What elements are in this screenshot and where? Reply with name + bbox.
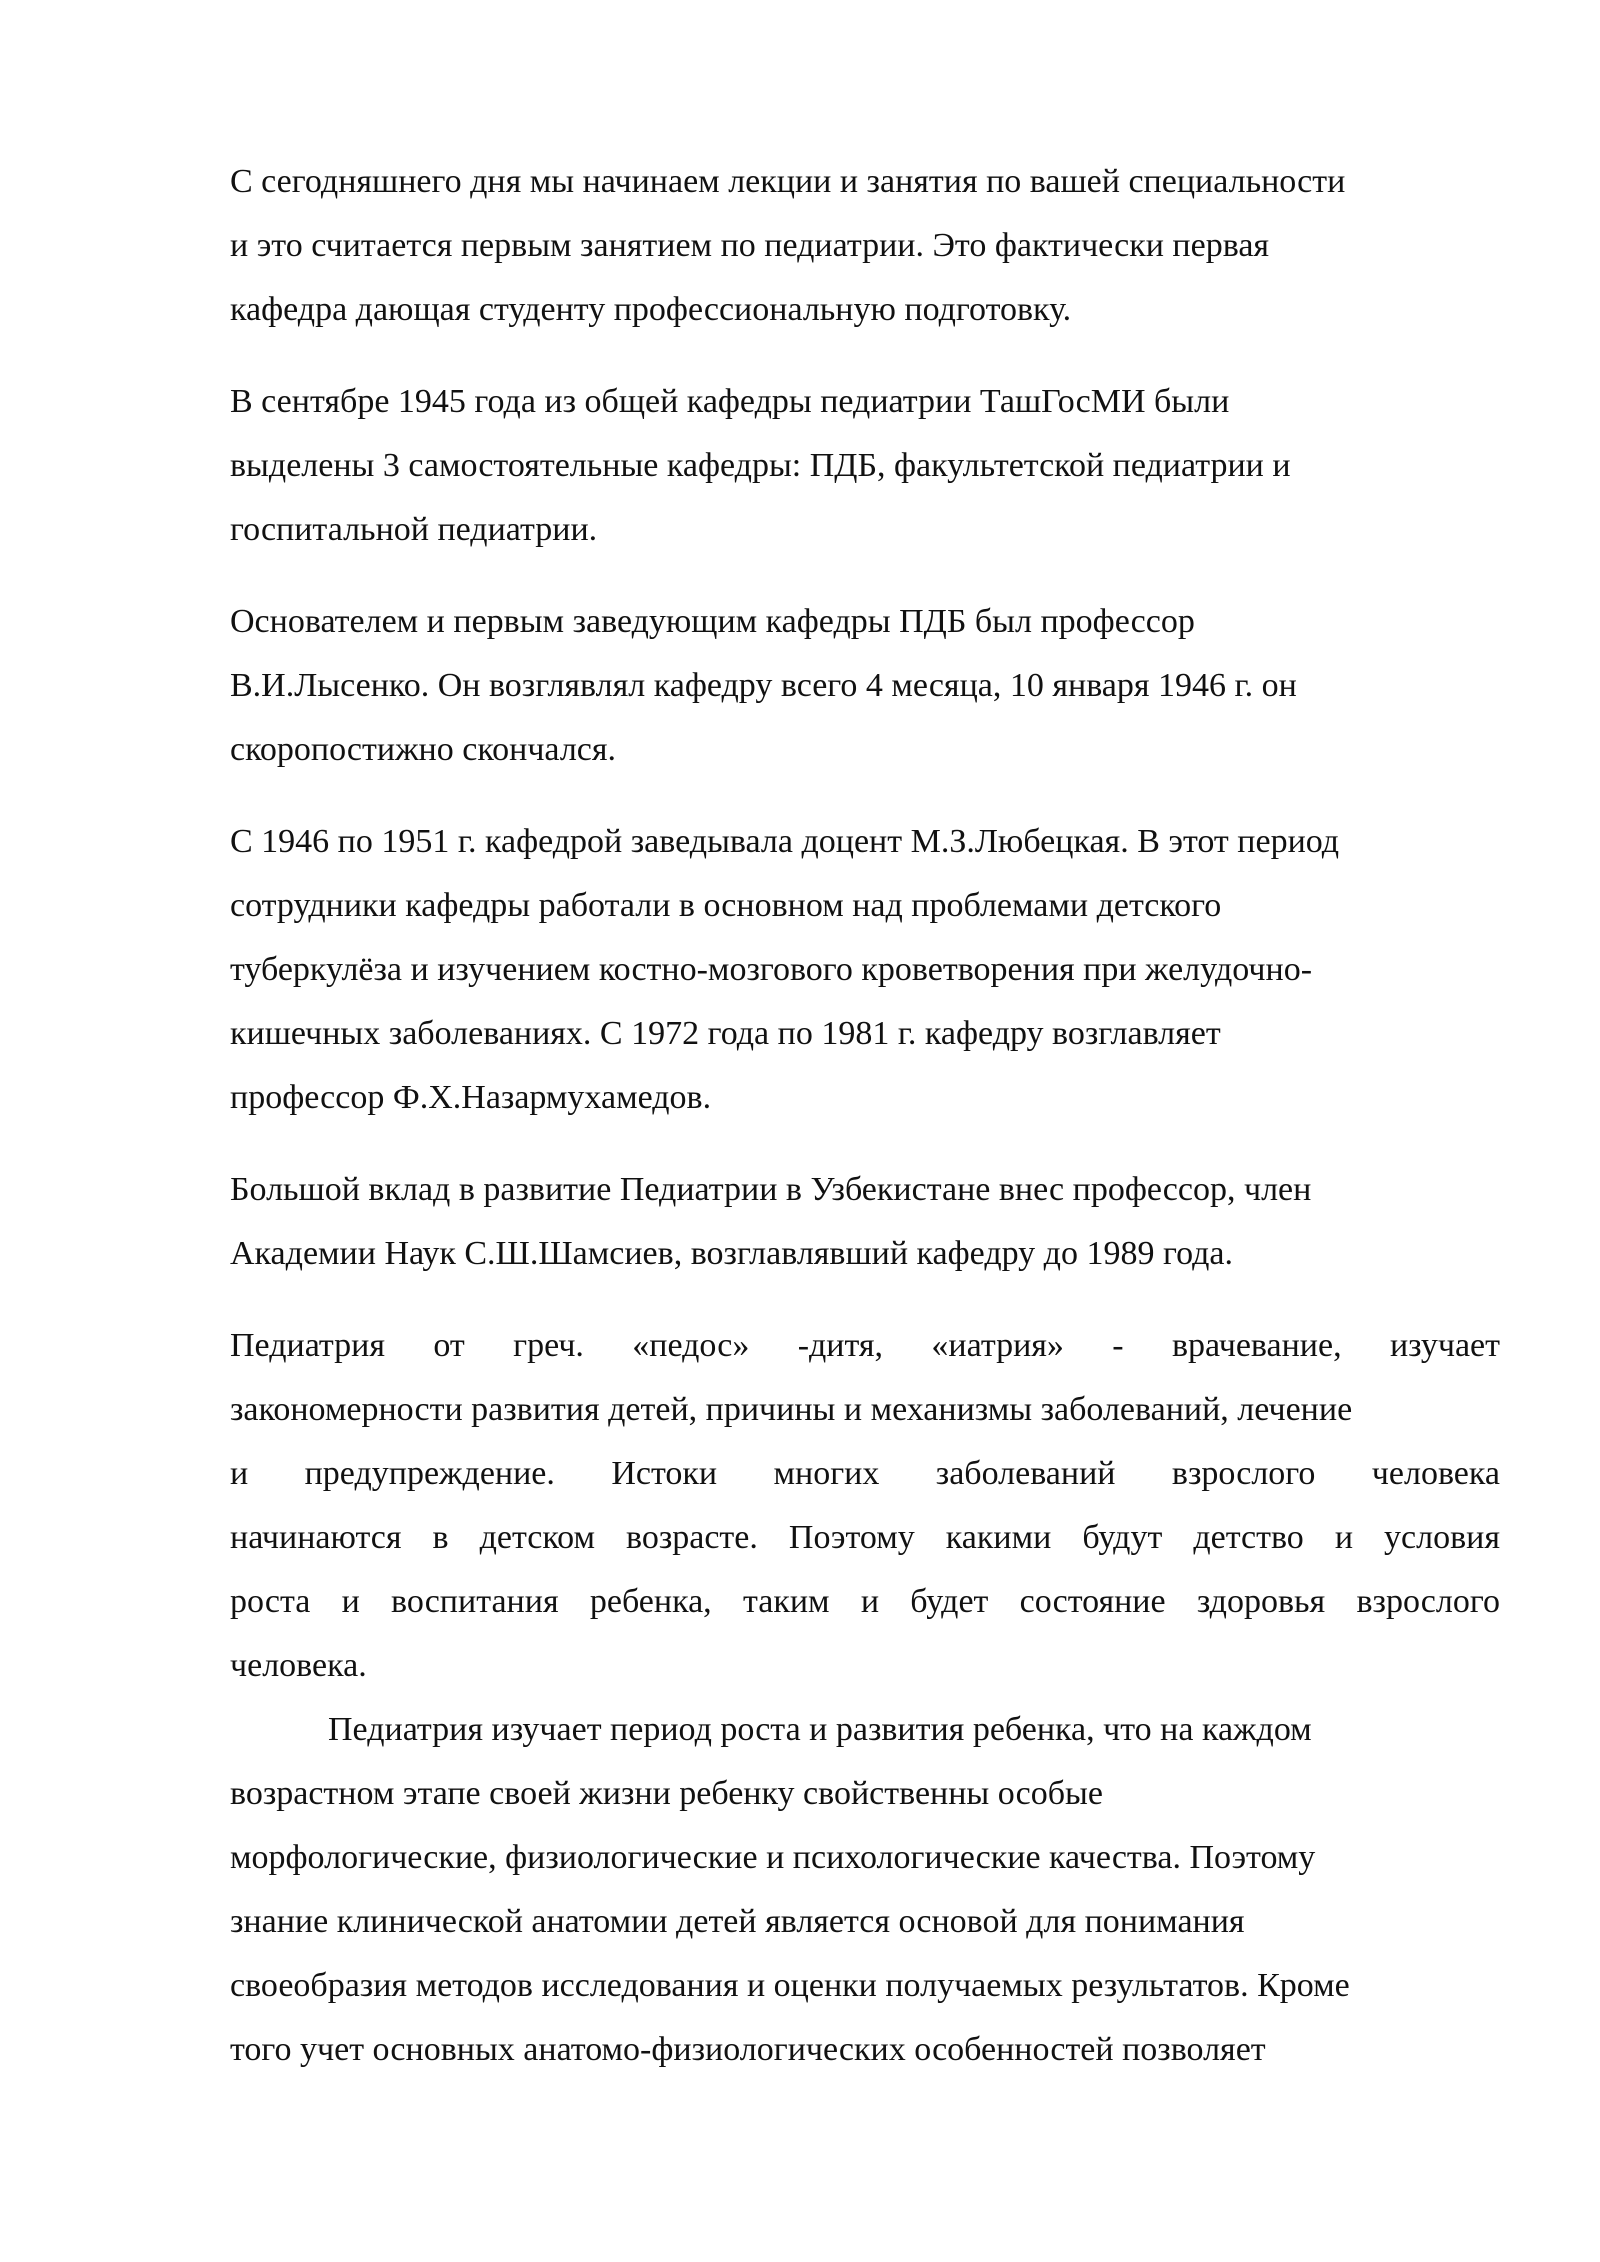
word: воспитания bbox=[391, 1583, 559, 1620]
word: ребенка, bbox=[589, 1583, 712, 1620]
paragraph-7 bbox=[230, 1698, 1500, 2082]
word: какими bbox=[945, 1519, 1052, 1556]
word: и bbox=[341, 1583, 360, 1620]
word: и bbox=[1334, 1519, 1354, 1556]
paragraph-1 bbox=[230, 150, 1500, 342]
word: человека bbox=[1371, 1455, 1500, 1492]
document-page bbox=[230, 150, 1500, 2082]
word: начинаются bbox=[230, 1519, 402, 1556]
text-line: того учет основных анатомо-физиологических особенностей позволяет bbox=[230, 2031, 1266, 2068]
word: состояние bbox=[1019, 1583, 1166, 1620]
text-line: кафедра дающая студенту профессиональную подготовку. bbox=[230, 291, 1072, 328]
word: детство bbox=[1193, 1519, 1304, 1556]
word: и bbox=[860, 1583, 880, 1620]
justified-line bbox=[230, 1570, 1500, 1634]
paragraph-3 bbox=[230, 590, 1500, 782]
text-line: туберкулёза и изучением костно-мозгового кроветворения при желудочно- bbox=[230, 951, 1313, 988]
word: «педос» bbox=[632, 1327, 750, 1364]
text-line: своеобразия методов исследования и оценки получаемых результатов. Кроме bbox=[230, 1967, 1350, 2004]
word: от bbox=[433, 1327, 465, 1364]
word: здоровья bbox=[1196, 1583, 1326, 1620]
word: взрослого bbox=[1171, 1455, 1316, 1492]
text-line: Педиатрия изучает период роста и развития ребенка, что на каждом bbox=[328, 1711, 1312, 1748]
text-line: В.И.Лысенко. Он возглявлял кафедру всего 4 месяца, 10 января 1946 г. он bbox=[230, 667, 1297, 704]
word: «иатрия» bbox=[931, 1327, 1064, 1364]
word: и bbox=[230, 1455, 249, 1492]
text-line: сотрудники кафедры работали в основном над проблемами детского bbox=[230, 887, 1222, 924]
word: заболеваний bbox=[935, 1455, 1116, 1492]
word: изучает bbox=[1389, 1327, 1500, 1364]
text-line: кишечных заболеваниях. С 1972 года по 1981 г. кафедру возглавляет bbox=[230, 1015, 1221, 1052]
justified-line bbox=[230, 1378, 1500, 1442]
text-line: выделены 3 самостоятельные кафедры: ПДБ, факультетской педиатрии и bbox=[230, 447, 1291, 484]
text-line: морфологические, физиологические и психологические качества. Поэтому bbox=[230, 1839, 1316, 1876]
text-line: Академии Наук С.Ш.Шамсиев, возглавлявший кафедру до 1989 года. bbox=[230, 1235, 1233, 1272]
text-line: госпитальной педиатрии. bbox=[230, 511, 598, 548]
word: возрасте. bbox=[626, 1519, 758, 1556]
text-line: и это считается первым занятием по педиатрии. Это фактически первая bbox=[230, 227, 1270, 264]
word: взрослого bbox=[1356, 1583, 1500, 1620]
paragraph-5 bbox=[230, 1158, 1500, 1286]
text-line: С 1946 по 1951 г. кафедрой заведывала доцент М.З.Любецкая. В этот период bbox=[230, 823, 1340, 860]
text-line: человека. bbox=[230, 1647, 367, 1684]
paragraph-2 bbox=[230, 370, 1500, 562]
word: условия bbox=[1384, 1519, 1500, 1556]
word: будут bbox=[1082, 1519, 1163, 1556]
word: Педиатрия bbox=[230, 1327, 386, 1364]
text-line: знание клинической анатомии детей является основой для понимания bbox=[230, 1903, 1245, 1940]
word: детском bbox=[479, 1519, 595, 1556]
text-line: Большой вклад в развитие Педиатрии в Узбекистане внес профессор, член bbox=[230, 1171, 1312, 1208]
word: -дитя, bbox=[797, 1327, 884, 1364]
word: таким bbox=[742, 1583, 830, 1620]
word: врачевание, bbox=[1171, 1327, 1342, 1364]
text-line: В сентябре 1945 года из общей кафедры педиатрии ТашГосМИ были bbox=[230, 383, 1230, 420]
text-line: возрастном этапе своей жизни ребенку свойственны особые bbox=[230, 1775, 1103, 1812]
word: будет bbox=[910, 1583, 989, 1620]
word: закономерности развития детей, причины и механизмы заболеваний, лечение bbox=[230, 1391, 1353, 1428]
paragraph-6 bbox=[230, 1314, 1500, 1698]
text-line: скоропостижно скончался. bbox=[230, 731, 617, 768]
text-line: Основателем и первым заведующим кафедры ПДБ был профессор bbox=[230, 603, 1195, 640]
word: - bbox=[1112, 1327, 1124, 1364]
word: Истоки bbox=[611, 1455, 718, 1492]
justified-line bbox=[230, 1314, 1500, 1378]
word: предупреждение. bbox=[304, 1455, 555, 1492]
word: греч. bbox=[513, 1327, 584, 1364]
paragraph-4 bbox=[230, 810, 1500, 1130]
word: Поэтому bbox=[788, 1519, 915, 1556]
justified-line bbox=[230, 1506, 1500, 1570]
word: многих bbox=[773, 1455, 880, 1492]
word: роста bbox=[230, 1583, 311, 1620]
text-line: С сегодняшнего дня мы начинаем лекции и занятия по вашей специальности bbox=[230, 163, 1346, 200]
text-line: профессор Ф.Х.Назармухамедов. bbox=[230, 1079, 712, 1116]
justified-line bbox=[230, 1442, 1500, 1506]
word: в bbox=[432, 1519, 449, 1556]
